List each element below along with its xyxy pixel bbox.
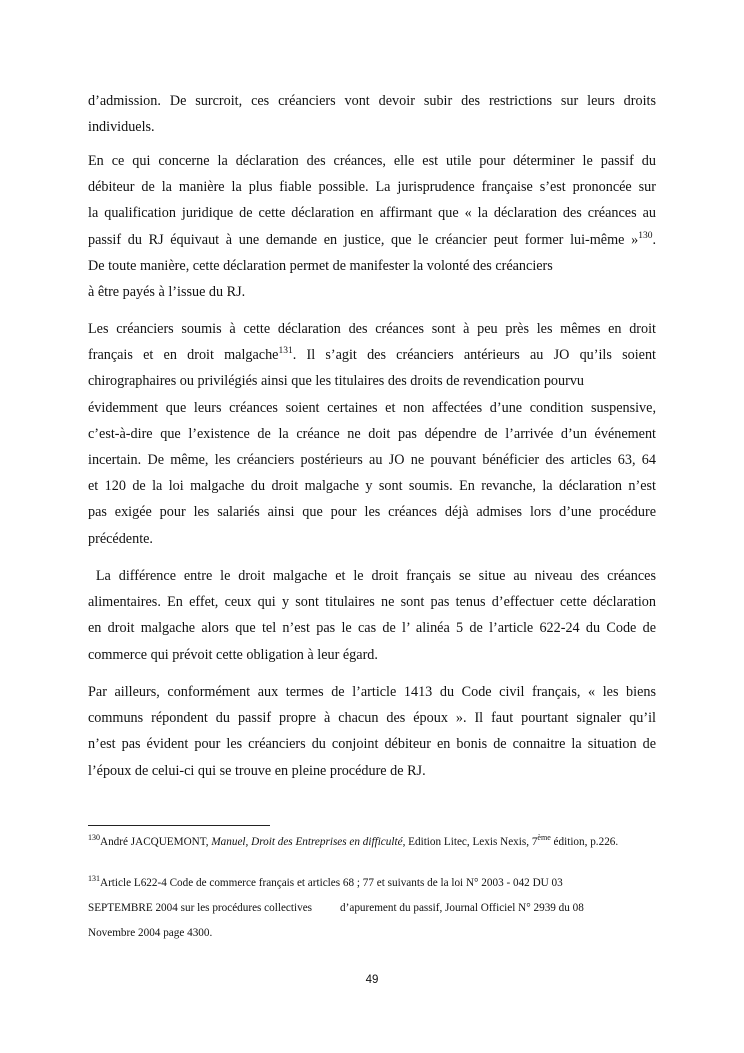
text-line: De toute manière, cette déclaration permet de manifester la volonté des créanciers — [88, 257, 553, 274]
text-line: commerce qui prévoit cette obligation à leur égard. — [88, 646, 378, 663]
text-line: En ce qui concerne la déclaration des créances, elle est utile pour déterminer le passif du — [88, 153, 656, 169]
text-line: incertain. De même, les créanciers postérieurs au JO ne pouvant bénéficier des articles 63, 64 — [88, 451, 656, 468]
footnote-line — [88, 871, 668, 896]
footnote-ref-131: 131 — [278, 346, 293, 357]
footnote-number: 131 — [88, 874, 100, 883]
footnote-ref-130: 130 — [638, 230, 653, 241]
paragraph-5 — [88, 679, 656, 784]
footnote-130 — [88, 830, 668, 855]
text-line: la qualification juridique de cette déclaration en affirmant que « la déclaration des créances au — [88, 205, 656, 222]
text-line: d’admission. De surcroit, ces créanciers vont devoir subir des restrictions sur leurs droits — [88, 93, 656, 109]
text-line: à être payés à l’issue du RJ. — [88, 283, 246, 300]
paragraph-2 — [88, 148, 656, 305]
text-line: communs répondent du passif propre à chacun des époux ». Il faut pourtant signaler qu’il — [88, 710, 656, 727]
footnote-131 — [88, 871, 668, 946]
text-line: en droit malgache alors que tel n’est pas le cas de l’ alinéa 5 de l’article 622-24 du Code de — [88, 620, 656, 637]
footnote-author: André JACQUEMONT, — [100, 836, 212, 848]
footnote-text: , Edition Litec, Lexis Nexis, 7 — [402, 836, 538, 848]
text-line: La différence entre le droit malgache et le droit français se situe au niveau des créances — [88, 568, 656, 584]
text-line: et 120 de la loi malgache du droit malgache y sont soumis. En revanche, la déclaration n’est — [88, 478, 656, 495]
text-line: alimentaires. En effet, ceux qui y sont titulaires ne sont pas tenus d’effectuer cette déclaration — [88, 594, 656, 611]
paragraph-4 — [88, 563, 656, 668]
text-line: précédente. — [88, 530, 153, 547]
footnote-text: Article L622-4 Code de commerce français et articles 68 ; 77 et suivants de la loi N° 2003 - 042 DU 03 — [100, 877, 563, 889]
footnote-line — [88, 896, 668, 921]
footnote-number: 130 — [88, 833, 100, 842]
footnote-sup: ème — [537, 833, 551, 842]
footnote-separator — [88, 825, 270, 826]
text-line: l’époux de celui-ci qui se trouve en pleine procédure de RJ. — [88, 762, 426, 779]
footnote-text: SEPTEMBRE 2004 sur les procédures collectives — [88, 902, 313, 914]
paragraph-3 — [88, 316, 656, 552]
text-line-with-ref — [88, 342, 656, 368]
text-line: n’est pas évident pour les créanciers du conjoint débiteur en bonis de connaitre la situation de — [88, 736, 656, 753]
text-line: Par ailleurs, conformément aux termes de l’article 1413 du Code civil français, « les biens — [88, 684, 656, 700]
text-fragment: . Il s’agit des créanciers antérieurs au JO qu’ils soient — [292, 347, 656, 364]
text-line: individuels. — [88, 119, 155, 136]
text-fragment: passif du RJ équivaut à une demande en justice, que le créancier peut former lui-même » — [88, 231, 639, 248]
footnote-book-title: Manuel, Droit des Entreprises en difficulté — [211, 836, 403, 848]
text-line: pas exigée pour les salariés ainsi que pour les créances déjà admises lors d’une procédure — [88, 504, 656, 521]
footnote-line: Novembre 2004 page 4300. — [88, 927, 213, 939]
footnote-line — [88, 830, 668, 855]
footnote-text: édition, p.226. — [550, 836, 619, 848]
text-line: débiteur de la manière la plus fiable possible. La jurisprudence française s’est prononcée sur — [88, 179, 656, 196]
text-line: c’est-à-dire que l’existence de la créance ne doit pas dépendre de l’arrivée d’un événement — [88, 425, 656, 442]
footnote-text: d’apurement du passif, Journal Officiel N° 2939 du 08 — [340, 902, 584, 914]
text-line: chirographaires ou privilégiés ainsi que les titulaires des droits de revendication pourvu — [88, 373, 585, 390]
paragraph-1 — [88, 88, 656, 140]
text-line: Les créanciers soumis à cette déclaration des créances sont à peu près les mêmes en droit — [88, 321, 656, 337]
page-number: 49 — [365, 974, 379, 986]
text-fragment: français et en droit malgache — [88, 347, 279, 364]
text-fragment: . — [652, 231, 656, 248]
text-line-with-ref — [88, 227, 656, 253]
text-line: évidemment que leurs créances soient certaines et non affectées d’une condition suspensive, — [88, 399, 656, 416]
